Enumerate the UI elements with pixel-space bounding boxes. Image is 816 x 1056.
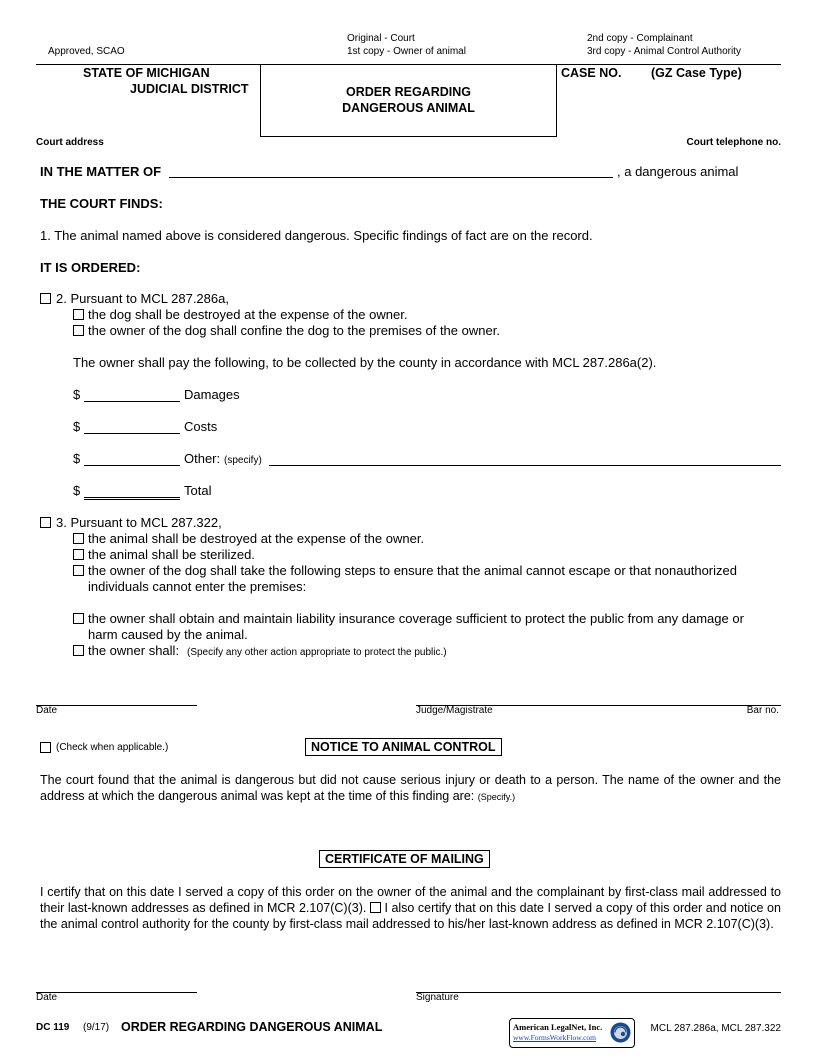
state-label: STATE OF MICHIGAN [83,66,210,80]
notice-text [40,772,781,805]
other-specify-note: (specify) [224,455,262,466]
certificate-text [40,884,781,932]
case-type-label: (GZ Case Type) [651,66,742,80]
signature-line[interactable] [416,992,781,993]
notice-body: The court found that the animal is dangerous but did not cause serious injury or death to a person. The name of the owner and the address at which the dangerous animal was kept at the time of this finding are: [40,773,781,803]
footer-title: ORDER REGARDING DANGEROUS ANIMAL [121,1020,383,1034]
dist-second-copy: 2nd copy - Complainant [587,33,693,44]
caption-divider-left [260,64,261,136]
item2-confine-label: the owner of the dog shall confine the dog to the premises of the owner. [88,323,500,338]
court-finds-heading: THE COURT FINDS: [40,196,163,211]
item3-other-checkbox[interactable] [73,645,84,656]
item3-steps-label-line1: the owner of the dog shall take the following steps to ensure that the animal cannot escape or that nonauthorized [88,563,737,578]
dist-original: Original - Court [347,33,415,44]
certificate-title: CERTIFICATE OF MAILING [319,850,490,868]
certificate-text-b: I also certify that on this date I served a copy of this order and notice on the animal control authority for the county by first-class mail addressed to his/her last-known address as defined in MCR 2.107(C)(3). [40,901,781,931]
certificate-text-a: I certify that on this date I served a copy of this order on the owner of the animal and the complainant by first-class mail addressed to their last-known addresses as defined in MCR 2.107(C)(3). [40,885,781,915]
item3-label: 3. Pursuant to MCL 287.322, [56,515,222,530]
certificate-also-checkbox[interactable] [370,902,381,913]
dist-third-copy: 3rd copy - Animal Control Authority [587,46,741,57]
caption-divider-right [556,64,557,136]
american-legalnet-logo [509,1018,635,1048]
item2-pay-text: The owner shall pay the following, to be collected by the county in accordance with MCL 287.286a(2). [73,355,657,370]
caption-bottom-rule [260,136,557,137]
notice-check-label: (Check when applicable.) [56,742,169,753]
court-address-label: Court address [36,137,104,148]
finding-item-1: 1. The animal named above is considered dangerous. Specific findings of fact are on the record. [40,228,593,243]
item2-confine-checkbox[interactable] [73,325,84,336]
signature-label: Signature [416,992,459,1003]
notice-title: NOTICE TO ANIMAL CONTROL [305,738,502,756]
item3-other-note: (Specify any other action appropriate to protect the public.) [187,647,447,658]
judicial-district-label: JUDICIAL DISTRICT [130,82,249,96]
item3-other-label: the owner shall: [88,643,180,658]
item2-checkbox[interactable] [40,293,51,304]
form-title-line1: ORDER REGARDING [345,85,471,99]
total-dollar: $ [73,483,81,498]
footer-statutes: MCL 287.286a, MCL 287.322 [650,1023,781,1034]
case-no-label: CASE NO. [561,66,622,80]
form-number: DC 119 [36,1022,70,1033]
notice-specify-note: (Specify.) [477,792,516,802]
damages-amount-field[interactable] [84,401,180,402]
date-signature-line-2[interactable] [36,992,197,993]
form-revision: (9/17) [83,1022,110,1033]
item3-steps-checkbox[interactable] [73,565,84,576]
form-title-line2: DANGEROUS ANIMAL [342,101,475,115]
matter-suffix: , a dangerous animal [617,164,739,179]
damages-dollar: $ [73,387,81,402]
judge-label: Judge/Magistrate [416,705,493,716]
caption-top-rule [36,64,781,65]
date-label-1: Date [36,705,58,716]
dist-first-copy: 1st copy - Owner of animal [347,46,466,57]
notice-checkbox[interactable] [40,742,51,753]
approved-label: Approved, SCAO [48,46,125,57]
item2-destroy-label: the dog shall be destroyed at the expense of the owner. [88,307,408,322]
court-phone-label: Court telephone no. [686,137,781,148]
costs-dollar: $ [73,419,81,434]
logo-company-name: American LegalNet, Inc. [513,1022,603,1032]
other-label: Other: [184,451,221,466]
animal-name-field[interactable] [169,177,613,178]
matter-label: IN THE MATTER OF [40,164,162,179]
item3-destroy-label: the animal shall be destroyed at the expense of the owner. [88,531,425,546]
item3-steps-label-line2: individuals cannot enter the premises: [88,579,307,594]
other-dollar: $ [73,451,81,466]
total-amount-field[interactable] [84,497,180,498]
ordered-heading: IT IS ORDERED: [40,260,141,275]
item2-label: 2. Pursuant to MCL 287.286a, [56,291,229,306]
date-signature-line-1[interactable] [36,705,197,706]
other-description-field[interactable] [269,465,781,466]
item3-insurance-label-line1: the owner shall obtain and maintain liability insurance coverage sufficient to protect the public from any damage or [88,611,744,626]
date-label-2: Date [36,992,58,1003]
damages-label: Damages [184,387,240,402]
costs-amount-field[interactable] [84,433,180,434]
item2-destroy-checkbox[interactable] [73,309,84,320]
total-double-rule [84,499,180,500]
bar-no-label: Bar no. [746,705,779,716]
item3-sterilize-label: the animal shall be sterilized. [88,547,255,562]
item3-insurance-checkbox[interactable] [73,613,84,624]
item3-sterilize-checkbox[interactable] [73,549,84,560]
item3-checkbox[interactable] [40,517,51,528]
costs-label: Costs [184,419,218,434]
total-label: Total [184,483,212,498]
other-amount-field[interactable] [84,465,180,466]
globe-icon [609,1021,632,1044]
item3-destroy-checkbox[interactable] [73,533,84,544]
logo-website: www.FormsWorkFlow.com [513,1033,597,1042]
item3-insurance-label-line2: harm caused by the animal. [88,627,248,642]
